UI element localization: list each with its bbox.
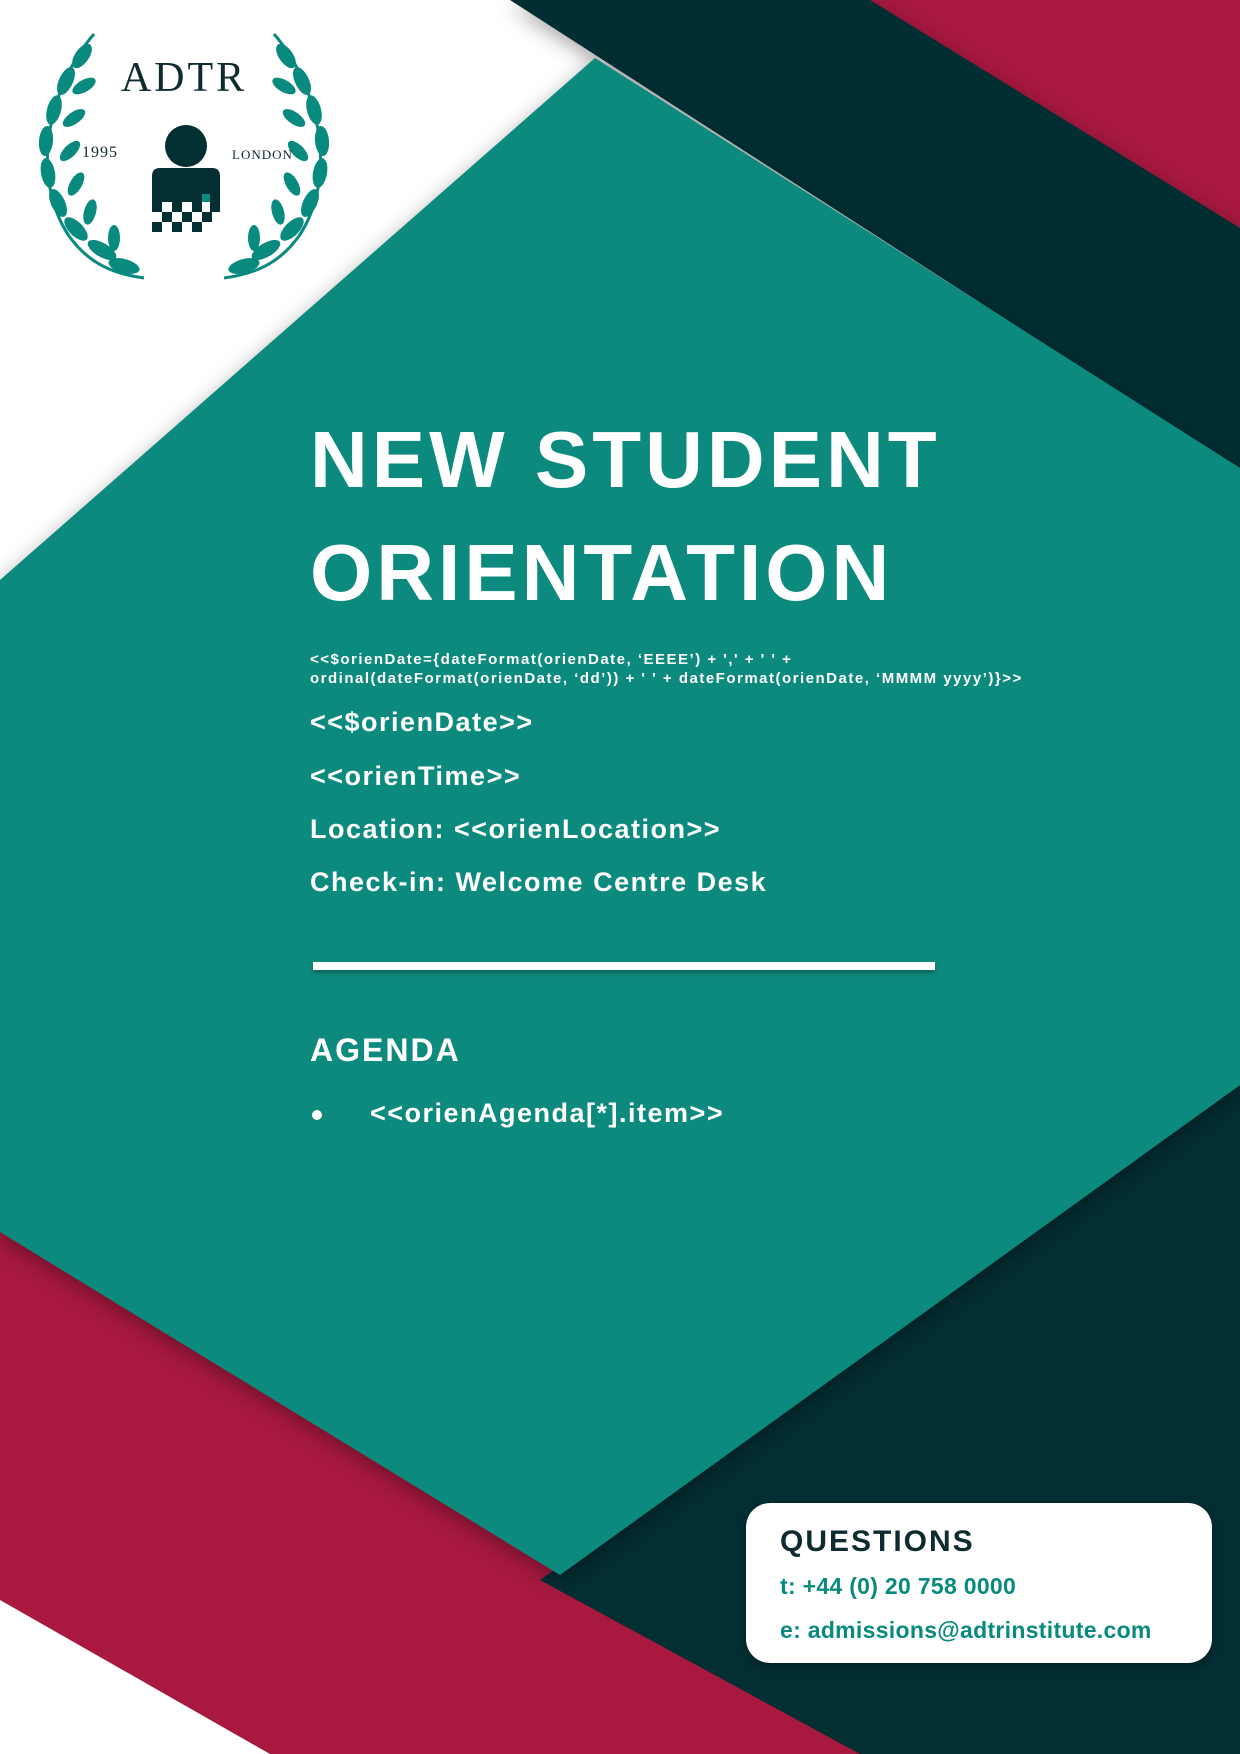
agenda-list-item <box>310 1100 1010 1140</box>
title-line-2: ORIENTATION <box>310 528 894 617</box>
questions-heading: QUESTIONS <box>780 1525 975 1558</box>
logo-city: LONDON <box>232 147 293 162</box>
orientation-time: <<orienTime>> <box>310 761 522 791</box>
checkin-info: Check-in: Welcome Centre Desk <box>310 867 768 897</box>
agenda-list <box>310 1100 1010 1140</box>
orientation-location: Location: <<orienLocation>> <box>310 814 722 844</box>
logo-brand-name: ADTR <box>120 55 248 101</box>
bullet-icon <box>312 1110 322 1120</box>
section-divider <box>313 962 935 970</box>
contact-email[interactable]: e: admissions@adtrinstitute.com <box>780 1617 1152 1643</box>
questions-card <box>746 1503 1212 1663</box>
date-formula-placeholder: <<$orienDate={dateFormat(orienDate, ‘EEEE’) + ',' + ' ' + ordinal(dateFormat(orienDate, ‘dd’)) + ' ' + dateFormat(orienDate, ‘MMMM yyyy’)}>> <box>310 651 1023 687</box>
contact-phone[interactable]: t: +44 (0) 20 758 0000 <box>780 1573 1017 1599</box>
person-icon <box>146 124 226 244</box>
title-line-1: NEW STUDENT <box>310 415 941 504</box>
agenda-item-text: <<orienAgenda[*].item>> <box>370 1098 725 1128</box>
adtr-logo <box>24 26 344 286</box>
agenda-heading: AGENDA <box>310 1032 461 1068</box>
orientation-date: <<$orienDate>> <box>310 707 534 737</box>
logo-founded-year: 1995 <box>82 144 118 161</box>
